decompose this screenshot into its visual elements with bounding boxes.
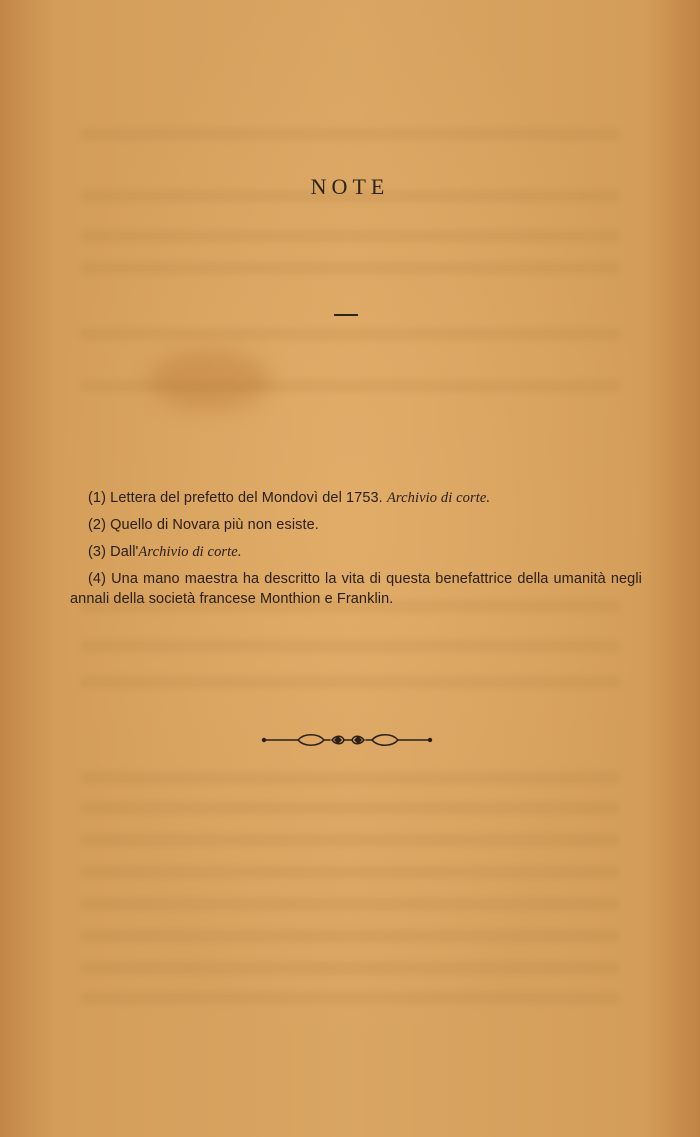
footnote-text: Una mano maestra ha descritto la vita di questa benefattrice della umanità negli annali della società francese Monthion e Franklin. <box>70 571 642 607</box>
footnote-marker: (4) <box>88 571 107 587</box>
footnote-text: Lettera del prefetto del Mondovì del 1753. <box>110 490 383 506</box>
bleed-through-line <box>80 328 620 340</box>
bleed-through-line <box>80 262 620 274</box>
bleed-through-line <box>80 802 620 814</box>
bleed-through-line <box>80 898 620 910</box>
bleed-through-line <box>80 230 620 242</box>
paper-stain <box>150 350 270 410</box>
footnote-emphasis: Archivio di corte. <box>138 544 242 560</box>
page-title: NOTE <box>310 174 390 199</box>
bleed-through-line <box>80 930 620 942</box>
footnote-marker: (2) <box>88 517 107 533</box>
title-rule <box>334 314 358 316</box>
ornament-divider-icon <box>258 730 438 750</box>
bleed-through-line <box>80 676 620 688</box>
footnote-text: Dall' <box>110 544 139 560</box>
bleed-through-line <box>80 128 620 140</box>
footnote-marker: (3) <box>88 544 107 560</box>
footnote-emphasis: Archivio di corte. <box>386 490 491 506</box>
footnote-3 <box>70 542 642 562</box>
bleed-through-line <box>80 772 620 784</box>
bleed-through-line <box>80 866 620 878</box>
bleed-through-line <box>80 640 620 652</box>
bleed-through-line <box>80 834 620 846</box>
footnotes <box>70 488 642 616</box>
bleed-through-line <box>80 992 620 1004</box>
footnote-1 <box>70 488 642 508</box>
footnote-4 <box>70 569 642 609</box>
footnote-marker: (1) <box>88 490 107 506</box>
bleed-through-line <box>80 962 620 974</box>
footnote-text: Quello di Novara più non esiste. <box>110 517 319 533</box>
footnote-2 <box>70 515 642 535</box>
